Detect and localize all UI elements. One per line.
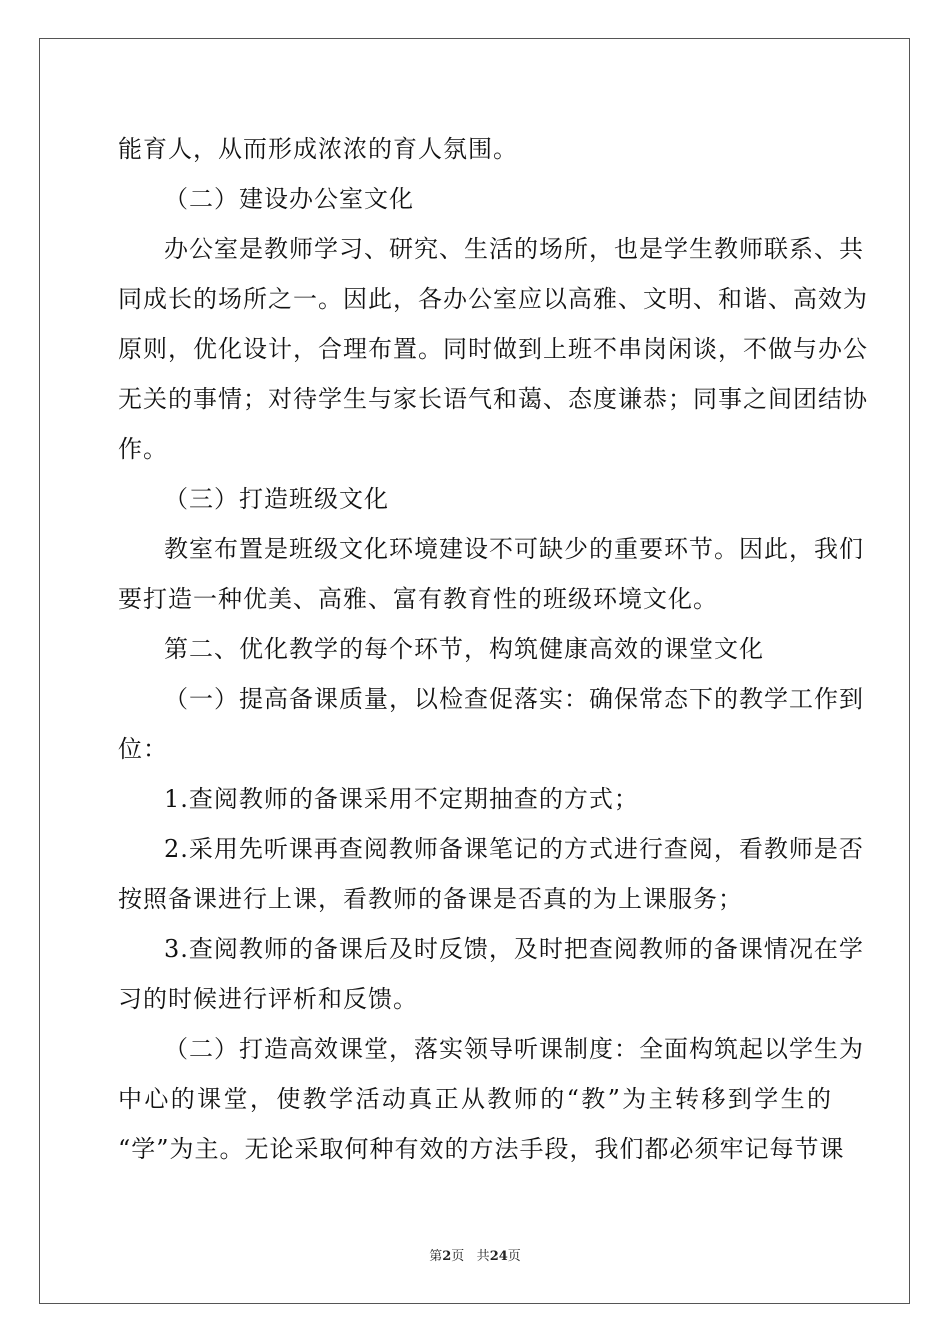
text-line: （二）建设办公室文化 — [164, 185, 414, 213]
text-line: 作。 — [118, 435, 168, 463]
total-pages: 24 — [489, 1249, 508, 1264]
text-line: 能育人，从而形成浓浓的育人氛围。 — [118, 135, 518, 163]
text-line: 中心的课堂，使教学活动真正从教师的“教”为主转移到学生的 — [118, 1085, 832, 1113]
text-line: 第二、优化教学的每个环节，构筑健康高效的课堂文化 — [164, 635, 764, 663]
text-line: 2.采用先听课再查阅教师备课笔记的方式进行查阅，看教师是否 — [164, 835, 864, 863]
document-body — [118, 124, 868, 1174]
text-line: 按照备课进行上课，看教师的备课是否真的为上课服务； — [118, 885, 743, 913]
text-line: “学”为主。无论采取何种有效的方法手段，我们都必须牢记每节课 — [118, 1135, 845, 1163]
text-line: 同成长的场所之一。因此，各办公室应以高雅、文明、和谐、高效为 — [118, 285, 868, 313]
text-line: （一）提高备课质量，以检查促落实：确保常态下的教学工作到 — [164, 685, 864, 713]
page-number: 2 — [442, 1249, 452, 1264]
text-line: 1.查阅教师的备课采用不定期抽查的方式； — [164, 785, 639, 813]
text-line: （三）打造班级文化 — [164, 485, 389, 513]
text-line: 3.查阅教师的备课后及时反馈，及时把查阅教师的备课情况在学 — [164, 935, 864, 963]
text-line: 习的时候进行评析和反馈。 — [118, 985, 418, 1013]
text-line: 教室布置是班级文化环境建设不可缺少的重要环节。因此，我们 — [164, 535, 864, 563]
page-suffix: 页 — [451, 1249, 465, 1264]
text-line: 原则，优化设计，合理布置。同时做到上班不串岗闲谈，不做与办公 — [118, 335, 868, 363]
text-line: 无关的事情；对待学生与家长语气和蔼、态度谦恭；同事之间团结协 — [118, 385, 868, 413]
text-line: （二）打造高效课堂，落实领导听课制度：全面构筑起以学生为 — [164, 1035, 864, 1063]
text-line: 要打造一种优美、高雅、富有教育性的班级环境文化。 — [118, 585, 718, 613]
text-line: 办公室是教师学习、研究、生活的场所，也是学生教师联系、共 — [164, 235, 864, 263]
total-suffix: 页 — [507, 1249, 521, 1264]
page-footer — [0, 1245, 950, 1264]
page-prefix: 第 — [429, 1249, 443, 1264]
total-prefix: 共 — [476, 1249, 490, 1264]
text-line: 位： — [118, 735, 168, 763]
